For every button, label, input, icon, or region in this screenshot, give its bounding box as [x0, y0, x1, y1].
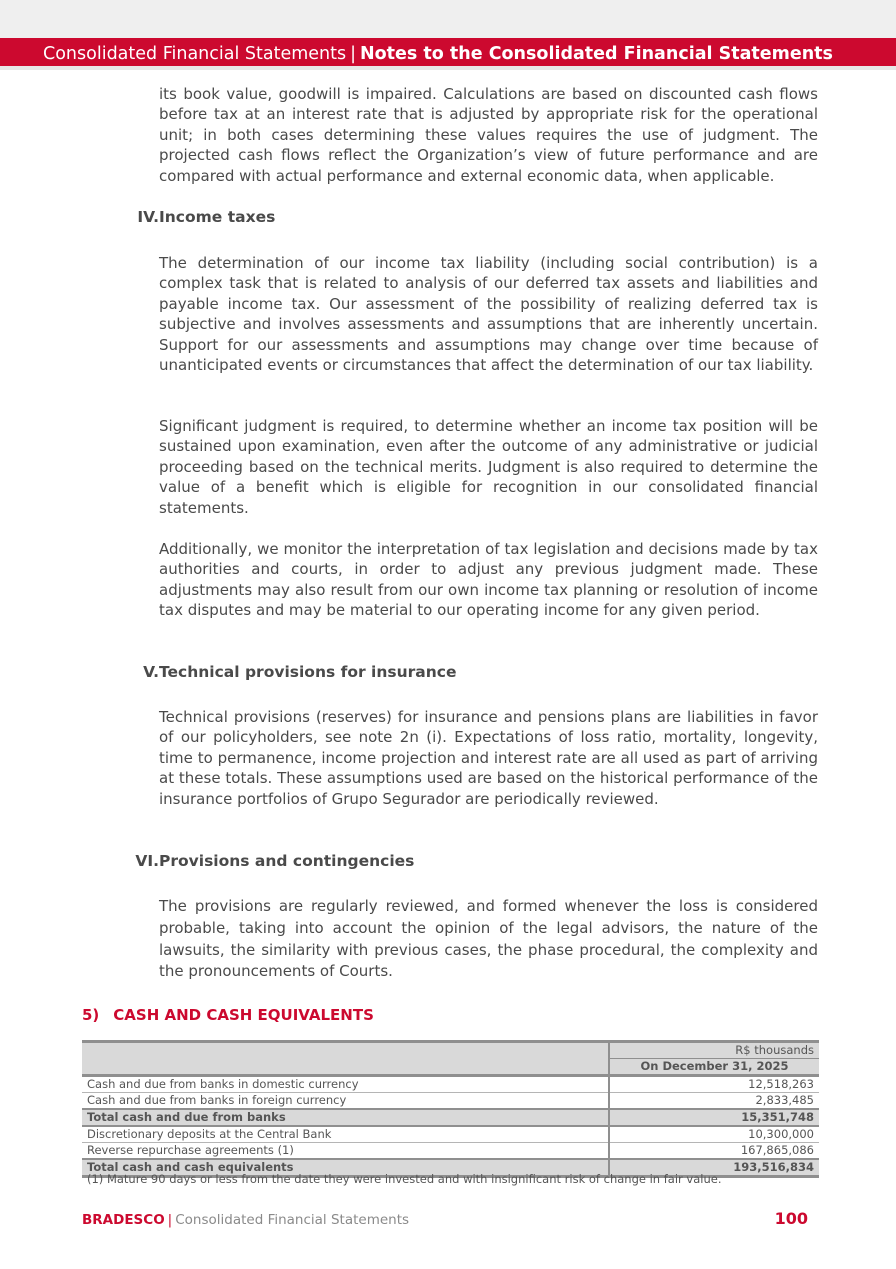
- table-footnote: (1) Mature 90 days or less from the date they were invested and with insignificant risk of change in fair value.: [87, 1172, 722, 1186]
- income-taxes-paragraph-2: Significant judgment is required, to determine whether an income tax position will be sustained upon examination, even after the outcome of any administrative or judicial proceeding based on the technical merits. Judgment is also required to determine the value of a benefit which is eligible for recognition in our consolidated financial statements.: [159, 417, 818, 517]
- page-number: 100: [774, 1209, 808, 1228]
- technical-provisions-paragraph: Technical provisions (reserves) for insurance and pensions plans are liabilities in favor of our policyholders, see note 2n (i). Expectations of loss ratio, mortality, longevity, time to permanence, income projection and interest rate are all used as part of arriving at these totals. These assumptions used are based on the historical performance of the insurance portfolios of Grupo Segurador are periodically reviewed.: [159, 708, 818, 808]
- heading-title: Provisions and contingencies: [159, 852, 415, 870]
- cash-equivalents-table: [82, 1040, 819, 1178]
- heading-technical-provisions: [126, 663, 457, 681]
- income-taxes-paragraph-1: The determination of our income tax liability (including social contribution) is a complex task that is related to analysis of our deferred tax assets and liabilities and payable income tax. Our assessment of the possibility of realizing deferred tax is subjective and involves assessments and assumptions that are inherently uncertain. Support for our assessments and assumptions may change over time because of unanticipated events or circumstances that affect the determination of our tax liability.: [159, 254, 818, 375]
- row-label: Cash and due from banks in foreign currency: [82, 1093, 609, 1110]
- row-value: 12,518,263: [609, 1076, 819, 1093]
- income-taxes-paragraph-3: Additionally, we monitor the interpretation of tax legislation and decisions made by tax authorities and courts, in order to adjust any previous judgment made. These adjustments may also result from our own income tax planning or resolution of income tax disputes and may be material to our operating income for any given period.: [159, 540, 818, 620]
- row-value: 15,351,748: [609, 1109, 819, 1126]
- heading-income-taxes: [126, 208, 276, 226]
- page-footer: [82, 1212, 409, 1228]
- row-label: Total cash and cash equivalents: [82, 1159, 609, 1177]
- row-value: 167,865,086: [609, 1143, 819, 1160]
- table-column-header: On December 31, 2025: [609, 1059, 819, 1076]
- section-title: CASH AND CASH EQUIVALENTS: [113, 1006, 374, 1024]
- heading-provisions-contingencies: [126, 852, 415, 870]
- footer-brand: BRADESCO: [82, 1212, 165, 1228]
- provisions-paragraph: The provisions are regularly reviewed, and formed whenever the loss is considered probable, taking into account the opinion of the legal advisors, the nature of the lawsuits, the similarity with previous cases, the phase procedural, the complexity and the pronouncements of Courts.: [159, 897, 818, 981]
- header-section-title: Notes to the Consolidated Financial Statements: [360, 44, 833, 64]
- row-label: Cash and due from banks in domestic currency: [82, 1076, 609, 1093]
- row-value: 10,300,000: [609, 1126, 819, 1143]
- table-header-date-row: [82, 1059, 819, 1076]
- row-value: 193,516,834: [609, 1159, 819, 1177]
- table-header-unit-row: [82, 1042, 819, 1059]
- page-header: [0, 38, 896, 70]
- top-band: [0, 0, 896, 38]
- table-total-row: [82, 1109, 819, 1126]
- table-row: [82, 1076, 819, 1093]
- intro-paragraph: its book value, goodwill is impaired. Calculations are based on discounted cash flows before tax at an interest rate that is adjusted by appropriate risk for the operational unit; in both cases determining these values requires the use of judgment. The projected cash flows reflect the Organization’s view of future performance and are compared with actual performance and external economic data, when applicable.: [159, 85, 818, 185]
- section-heading-cash: [82, 1006, 374, 1024]
- header-document-title: Consolidated Financial Statements: [43, 44, 347, 64]
- heading-number: V.: [143, 663, 159, 681]
- row-label: Discretionary deposits at the Central Bank: [82, 1126, 609, 1143]
- table-header-blank: [82, 1059, 609, 1076]
- row-label: Reverse repurchase agreements (1): [82, 1143, 609, 1160]
- table-row: [82, 1093, 819, 1110]
- footer-separator: |: [167, 1212, 173, 1228]
- footer-title: Consolidated Financial Statements: [175, 1212, 410, 1228]
- table-row: [82, 1126, 819, 1143]
- table-row: [82, 1143, 819, 1160]
- heading-title: Technical provisions for insurance: [159, 663, 457, 681]
- row-label: Total cash and due from banks: [82, 1109, 609, 1126]
- table-header-blank: [82, 1042, 609, 1059]
- table-unit-label: R$ thousands: [609, 1042, 819, 1059]
- header-separator: |: [350, 44, 357, 64]
- heading-number: IV.: [137, 208, 159, 226]
- row-value: 2,833,485: [609, 1093, 819, 1110]
- heading-number: VI.: [135, 852, 159, 870]
- heading-title: Income taxes: [159, 208, 276, 226]
- section-number: 5): [82, 1006, 100, 1024]
